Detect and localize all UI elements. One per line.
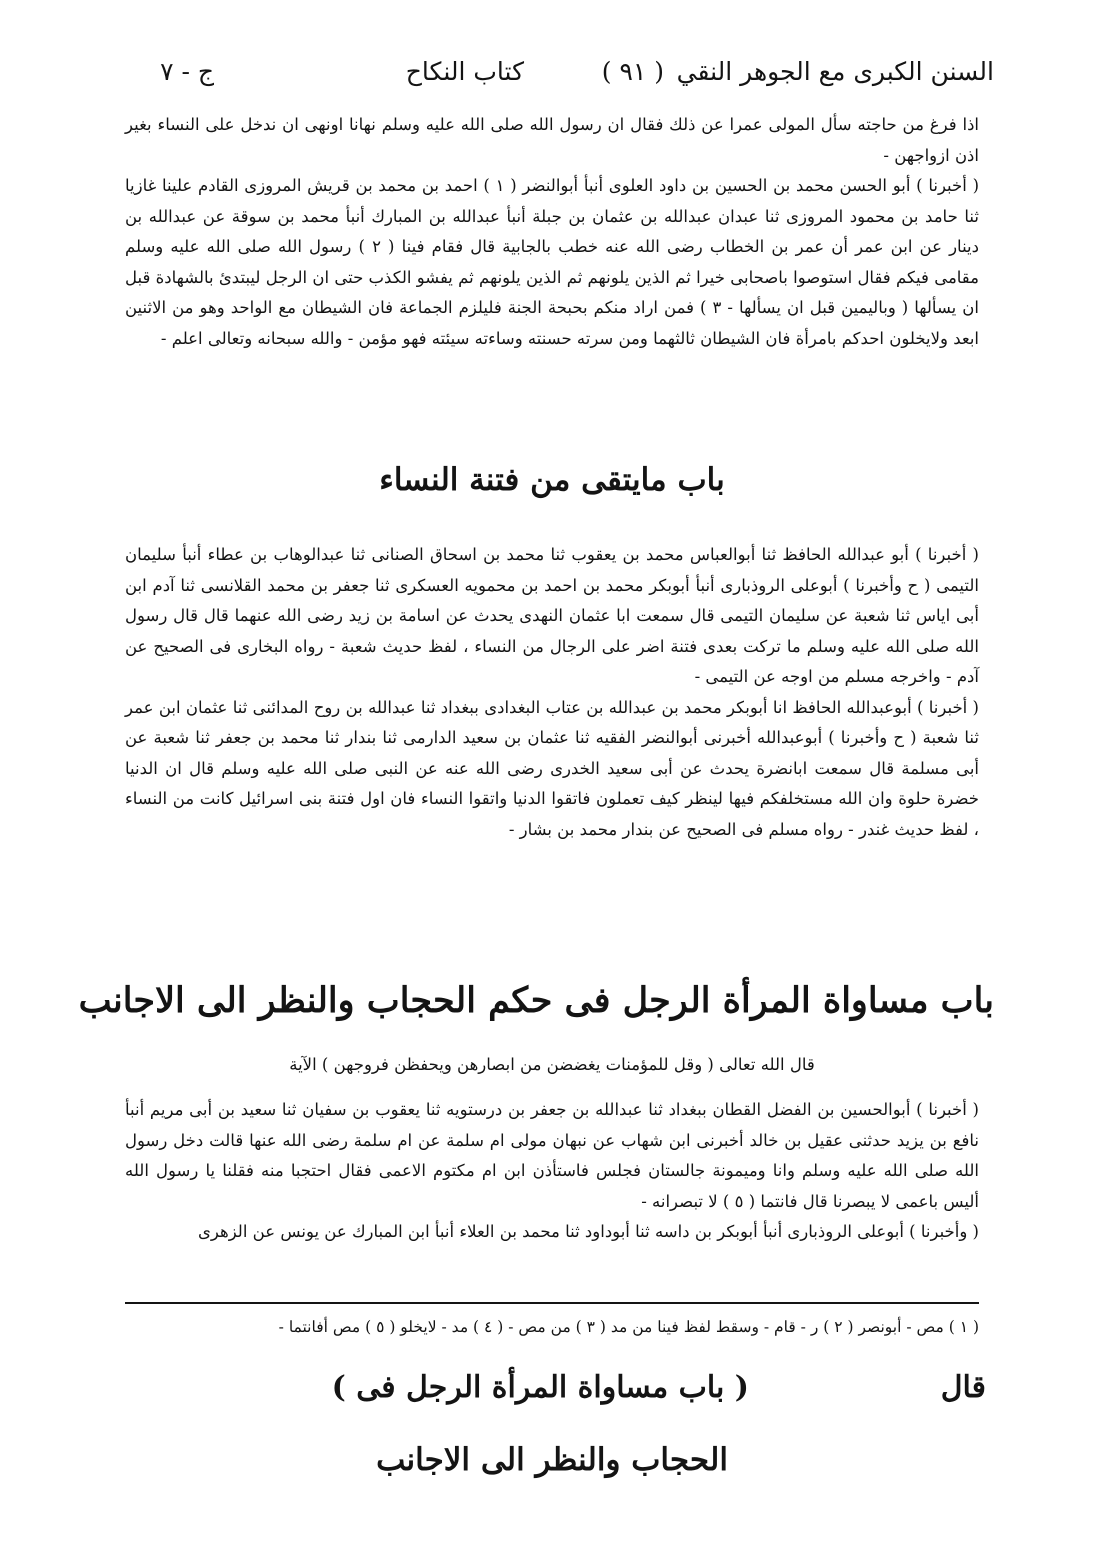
paragraph: ( أخبرنا ) أبو الحسن محمد بن الحسين بن داود العلوى أنبأ أبوالنضر ( ١ ) احمد بن محمد بن قريش المروزى القادم علينا غازيا ثنا حامد بن محمود المروزى ثنا عبدان عبدالله بن عثمان بن جبلة أنبأ عبدالله بن المبارك أنبأ محمد بن سوقة عن عبدالله بن دينار عن ابن عمر أن عمر بن الخطاب رضى الله عنه خطب بالجابية قال فقام فينا ( ٢ ) رسول الله صلى الله عليه وسلم مقامى فيكم فقال استوصوا باصحابى خيرا ثم الذين يلونهم ثم الذين يلونهم ثم يفشو الكذب حتى ان الرجل ليبتدئ بالشهادة قبل ان يسألها ( وباليمين قبل ان يسألها - ٣ ) فمن اراد منكم بحبحة الجنة فليلزم الجماعة فان الشيطان مع الواحد وهو من الاثنين ابعد ولايخلون احدكم بامرأة فان الشيطان ثالثهما ومن سرته حسنته وساءته سيئته فهو مؤمن - والله سبحانه وتعالى اعلم - xyxy=(125,176,980,348)
paragraph: اذا فرغ من حاجته سأل المولى عمرا عن ذلك فقال ان رسول الله صلى الله عليه وسلم نهانا اونهى ان ندخل على النساء بغير اذن ازواجهن - xyxy=(125,115,979,165)
jawhar-heading-line-2: الحجاب والنظر الى الاجانب xyxy=(376,1442,728,1478)
page-number: ( ٩١ ) xyxy=(601,57,664,86)
jawhar-qal-label: قال xyxy=(940,1370,986,1405)
book-title: السنن الكبرى مع الجوهر النقي xyxy=(676,57,994,86)
section-3-text xyxy=(125,1095,979,1248)
footnote-divider xyxy=(125,1302,979,1304)
volume-number: ج - ٧ xyxy=(160,57,214,86)
footnotes: ( ١ ) مص - أبونصر ( ٢ ) ر - قام - وسقط لفظ فينا من مد ( ٣ ) من مص - ( ٤ ) مد - لايخلو ( ٥ ) مص أفانتما - xyxy=(278,1318,979,1336)
paragraph: ( أخبرنا ) أبو عبدالله الحافظ ثنا أبوالعباس محمد بن يعقوب ثنا محمد بن اسحاق الصنانى ثنا عبدالوهاب بن عطاء أنبأ سليمان التيمى ( ح وأخبرنا ) أبوعلى الروذبارى أنبأ أبوبكر محمد بن احمد بن محمويه العسكرى ثنا جعفر بن محمد القلانسى ثنا آدم ابن أبى اياس ثنا شعبة عن سليمان التيمى قال سمعت ابا عثمان النهدى يحدث عن اسامة بن زيد رضى الله عنهما قال قال رسول الله صلى الله عليه وسلم ما تركت بعدى فتنة اضر على الرجال من النساء ، لفظ حديث شعبة - رواه البخارى فى الصحيح عن آدم - واخرجه مسلم من اوجه عن التيمى - xyxy=(125,545,979,686)
chapter-title: كتاب النكاح xyxy=(405,57,524,86)
section-1-text xyxy=(125,110,979,354)
paragraph: ( أخبرنا ) أبوعبدالله الحافظ انا أبوبكر محمد بن عبدالله بن عتاب البغدادى ببغداد ثنا عبدالله بن روح المدائنى ثنا عثمان ابن عمر ثنا شعبة ( ح وأخبرنا ) أبوعبدالله أخبرنى أبوالنضر الفقيه ثنا عثمان بن سعيد الدارمى ثنا بندار ثنا محمد بن جعفر ثنا شعبة عن أبى مسلمة قال سمعت ابانضرة يحدث عن أبى سعيد الخدرى رضى الله عنه عن النبى صلى الله عليه وسلم قال ان الدنيا خضرة حلوة وان الله مستخلفكم فيها لينظر كيف تعملون فاتقوا الدنيا واتقوا النساء فان اول فتنة بنى اسرائيل كانت من النساء ، لفظ حديث غندر - رواه مسلم فى الصحيح عن بندار محمد بن بشار - xyxy=(125,697,979,839)
paragraph: ( وأخبرنا ) أبوعلى الروذبارى أنبأ أبوبكر بن داسه ثنا أبوداود ثنا محمد بن العلاء أنبأ ابن المبارك عن يونس عن الزهرى xyxy=(197,1222,979,1241)
chapter-heading-fitna: باب مايتقى من فتنة النساء xyxy=(379,462,725,498)
section-2-text xyxy=(125,540,979,845)
quran-verse-line: قال الله تعالى ( وقل للمؤمنات يغضضن من ابصارهن ويحفظن فروجهن ) الآية xyxy=(289,1055,815,1074)
running-header xyxy=(110,52,994,102)
paragraph: ( أخبرنا ) أبوالحسين بن الفضل القطان ببغداد ثنا عبدالله بن جعفر بن درستويه ثنا يعقوب بن سفيان ثنا سعيد بن أبى مريم أنبأ نافع بن يزيد حدثنى عقيل بن خالد أخبرنى ابن شهاب عن نبهان مولى ام سلمة عن ام سلمة رضى الله عنها قالت دخل رسول الله صلى الله عليه وسلم وانا وميمونة جالستان فجلس فاستأذن ابن ام مكتوم الاعمى فقال احتجبا منه فقلنا يا رسول الله أليس باعمى لا يبصرنا قال فانتما ( ٥ ) لا تبصرانه - xyxy=(125,1100,979,1211)
jawhar-heading-line-1: ( باب مساواة المرأة الرجل فى ) xyxy=(331,1370,749,1405)
chapter-heading-hijab: باب مساواة المرأة الرجل فى حكم الحجاب والنظر الى الاجانب xyxy=(78,980,994,1021)
